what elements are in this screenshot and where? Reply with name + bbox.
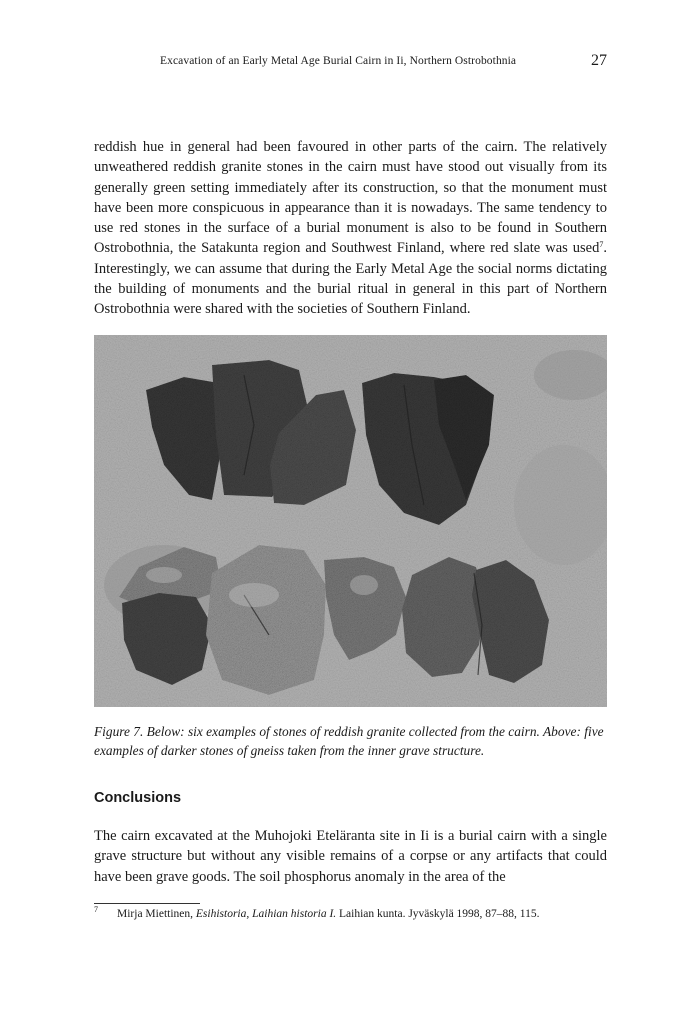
- footnote-publication: Laihian kunta. Jyväskylä 1998, 87–88, 115.: [336, 908, 540, 920]
- footnote-divider: [94, 903, 200, 904]
- running-header: [0, 52, 700, 75]
- figure-caption: Figure 7. Below: six examples of stones of reddish granite collected from the cairn. Above: five examples of darker stones of gneiss taken from the inner grave structure.: [94, 724, 604, 758]
- section-heading: Conclusions: [94, 790, 182, 806]
- footnote-marker: 7: [94, 905, 98, 914]
- conclusions-paragraph: The cairn excavated at the Muhojoki Eteläranta site in Ii is a burial cairn with a single grave structure but without any visible remains of a corpse or any artifacts that could have been grave goods. The soil phosphorus anomaly in the area of the: [94, 828, 607, 885]
- footnote-author: Mirja Miettinen,: [117, 908, 196, 920]
- paragraph-text-after-note: . Interestingly, we can assume that during the Early Metal Age the social norms dictating the building of monuments and the burial ritual in general in this part of Northern Ostrobothnia were shared with the societies of Southern Finland.: [94, 240, 607, 318]
- body-paragraph: [94, 137, 607, 320]
- running-title: Excavation of an Early Metal Age Burial Cairn in Ii, Northern Ostrobothnia: [160, 55, 517, 67]
- paragraph-text-before-note: reddish hue in general had been favoured in other parts of the cairn. The relatively unweathered reddish granite stones in the cairn must have stood out visually from its generally green setting immediately after its construction, so that the monument must have been more conspicuous in appearance than it is nowadays. The same tendency to use red stones in the surface of a burial monument is also to be found in Southern Ostrobothnia, the Satakunta region and Southwest Finland, where red slate was used: [94, 139, 607, 257]
- footnote-reference: 7: [599, 240, 604, 250]
- footnote-text: [117, 908, 540, 920]
- footnote-title: Esihistoria, Laihian historia I.: [195, 908, 337, 920]
- page-number: 27: [591, 52, 607, 69]
- stones-photograph: [94, 335, 607, 707]
